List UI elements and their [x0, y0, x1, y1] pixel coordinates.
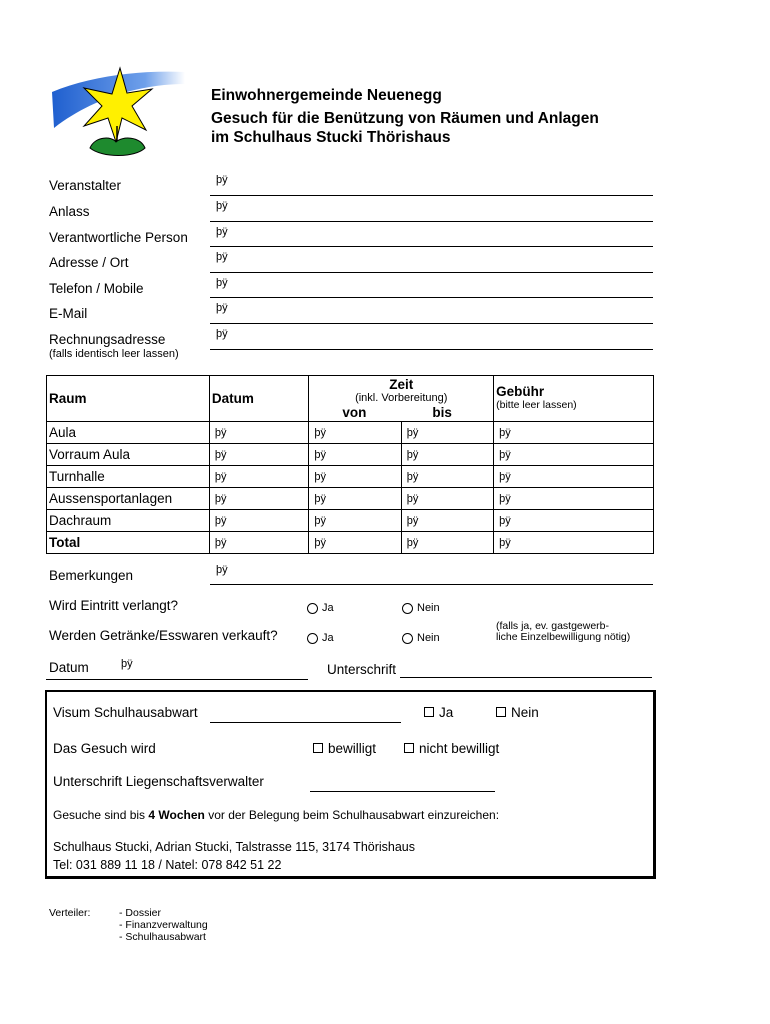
- visum-ja-option[interactable]: [424, 705, 453, 720]
- zeit-sublabel: (inkl. Vorbereitung): [355, 391, 448, 404]
- field-bemerkungen[interactable]: þÿ: [216, 564, 228, 576]
- unterschrift-line[interactable]: [400, 676, 652, 678]
- deadline-pre: Gesuche sind bis: [53, 808, 149, 822]
- bis-cell[interactable]: þÿ: [401, 532, 493, 554]
- eintritt-question: Wird Eintritt verlangt?: [49, 598, 179, 613]
- visum-line[interactable]: [210, 721, 401, 723]
- bewilligt-label: bewilligt: [328, 741, 377, 756]
- form-title: Gesuch für die Benützung von Räumen und Anlagen: [211, 110, 599, 127]
- table-row: [47, 466, 654, 488]
- von-label: von: [342, 404, 367, 420]
- gebuehr-label: Gebühr: [496, 384, 545, 399]
- visum-nein-option[interactable]: [496, 705, 539, 720]
- table-header-row: [47, 376, 654, 422]
- bis-cell[interactable]: þÿ: [401, 422, 493, 444]
- contact-address: Schulhaus Stucki, Adrian Stucki, Talstrasse 115, 3174 Thörishaus: [53, 840, 416, 854]
- unterschrift-lv-label: Unterschrift Liegenschaftsverwalter: [53, 774, 264, 789]
- nicht-bewilligt-label: nicht bewilligt: [419, 741, 500, 756]
- getraenke-note-1: (falls ja, ev. gastgewerb-: [496, 620, 610, 632]
- label-email: E-Mail: [49, 306, 88, 321]
- label-datum: Datum: [49, 660, 89, 675]
- field-datum[interactable]: þÿ: [121, 658, 133, 670]
- von-cell[interactable]: þÿ: [309, 488, 401, 510]
- field-line: [210, 296, 653, 298]
- field-anlass[interactable]: þÿ: [216, 200, 228, 212]
- field-adresse-ort[interactable]: þÿ: [216, 251, 228, 263]
- bis-cell[interactable]: þÿ: [401, 466, 493, 488]
- label-rechnungsadresse: Rechnungsadresse: [49, 332, 166, 347]
- verteiler-label: Verteiler:: [49, 907, 91, 919]
- radio-icon[interactable]: [402, 633, 413, 644]
- col-raum: Raum: [47, 376, 210, 422]
- gebuehr-cell[interactable]: þÿ: [494, 422, 654, 444]
- getraenke-nein-label: Nein: [417, 632, 440, 644]
- raum-cell: Turnhalle: [47, 466, 210, 488]
- von-cell[interactable]: þÿ: [309, 466, 401, 488]
- von-cell[interactable]: þÿ: [309, 510, 401, 532]
- getraenke-ja-label: Ja: [322, 632, 334, 644]
- list-item: - Dossier: [119, 907, 162, 919]
- zeit-label: Zeit: [389, 376, 414, 392]
- gebuehr-cell[interactable]: þÿ: [494, 488, 654, 510]
- getraenke-ja-option[interactable]: [307, 632, 334, 644]
- von-cell[interactable]: þÿ: [309, 444, 401, 466]
- form-subtitle: im Schulhaus Stucki Thörishaus: [211, 129, 451, 146]
- label-bemerkungen: Bemerkungen: [49, 568, 134, 583]
- datum-cell[interactable]: þÿ: [209, 532, 308, 554]
- von-cell[interactable]: þÿ: [309, 422, 401, 444]
- datum-cell[interactable]: þÿ: [209, 444, 308, 466]
- raum-cell: Dachraum: [47, 510, 210, 532]
- radio-icon[interactable]: [307, 603, 318, 614]
- datum-cell[interactable]: þÿ: [209, 422, 308, 444]
- bis-cell[interactable]: þÿ: [401, 444, 493, 466]
- field-email[interactable]: þÿ: [216, 302, 228, 314]
- deadline-post: vor der Belegung beim Schulhausabwart einzureichen:: [204, 808, 500, 822]
- eintritt-nein-label: Nein: [417, 602, 440, 614]
- label-telefon: Telefon / Mobile: [49, 281, 144, 296]
- getraenke-note-2: liche Einzelbewilligung nötig): [496, 631, 631, 643]
- table-row: [47, 444, 654, 466]
- bis-label: bis: [432, 404, 452, 420]
- label-anlass: Anlass: [49, 204, 90, 219]
- datum-cell[interactable]: þÿ: [209, 488, 308, 510]
- datum-cell[interactable]: þÿ: [209, 466, 308, 488]
- total-label: Total: [47, 532, 210, 554]
- field-line: [210, 271, 653, 273]
- gebuehr-cell[interactable]: þÿ: [494, 532, 654, 554]
- raum-cell: Aula: [47, 422, 210, 444]
- gesuch-label: Das Gesuch wird: [53, 741, 156, 756]
- contact-phone: Tel: 031 889 11 18 / Natel: 078 842 51 22: [53, 858, 282, 872]
- checkbox-icon[interactable]: [424, 707, 434, 717]
- eintritt-ja-option[interactable]: [307, 602, 334, 614]
- checkbox-icon[interactable]: [496, 707, 506, 717]
- rechnungsadresse-hint: (falls identisch leer lassen): [49, 348, 179, 360]
- gebuehr-sublabel: (bitte leer lassen): [496, 399, 577, 411]
- checkbox-icon[interactable]: [313, 743, 323, 753]
- datum-line: [46, 678, 308, 680]
- label-adresse-ort: Adresse / Ort: [49, 255, 129, 270]
- field-line: [210, 348, 653, 350]
- col-zeit: [309, 376, 494, 422]
- table-row: [47, 510, 654, 532]
- deadline-weeks: 4 Wochen: [148, 808, 205, 822]
- radio-icon[interactable]: [307, 633, 318, 644]
- table-row: [47, 422, 654, 444]
- getraenke-question: Werden Getränke/Esswaren verkauft?: [49, 628, 278, 643]
- field-line: [210, 220, 653, 222]
- col-gebuehr: [494, 376, 654, 422]
- municipality-logo: [50, 66, 190, 166]
- visum-nein-label: Nein: [511, 705, 539, 720]
- field-line: [210, 245, 653, 247]
- label-unterschrift: Unterschrift: [327, 662, 397, 677]
- table-total-row: [47, 532, 654, 554]
- raum-cell: Vorraum Aula: [47, 444, 210, 466]
- deadline-text: [53, 808, 499, 822]
- field-line: [210, 194, 653, 196]
- raum-cell: Aussensportanlagen: [47, 488, 210, 510]
- field-telefon[interactable]: þÿ: [216, 277, 228, 289]
- bis-cell[interactable]: þÿ: [401, 488, 493, 510]
- label-veranstalter: Veranstalter: [49, 178, 122, 193]
- datum-cell[interactable]: þÿ: [209, 510, 308, 532]
- eintritt-nein-option[interactable]: [402, 602, 440, 614]
- municipality-name: Einwohnergemeinde Neuenegg: [211, 87, 442, 104]
- unterschrift-lv-line[interactable]: [310, 790, 495, 792]
- visum-ja-label: Ja: [439, 705, 454, 720]
- label-verantwortliche-person: Verantwortliche Person: [49, 230, 188, 245]
- col-datum: Datum: [209, 376, 308, 422]
- table-row: [47, 488, 654, 510]
- bis-cell[interactable]: þÿ: [401, 510, 493, 532]
- list-item: - Finanzverwaltung: [119, 919, 208, 931]
- field-verantwortliche-person[interactable]: þÿ: [216, 226, 228, 238]
- room-table: [46, 375, 654, 554]
- field-rechnungsadresse[interactable]: þÿ: [216, 328, 228, 340]
- field-line: [210, 583, 653, 585]
- gebuehr-cell[interactable]: þÿ: [494, 444, 654, 466]
- gebuehr-cell[interactable]: þÿ: [494, 466, 654, 488]
- eintritt-ja-label: Ja: [322, 602, 334, 614]
- nicht-bewilligt-option[interactable]: [404, 741, 499, 756]
- bewilligt-option[interactable]: [313, 741, 376, 756]
- field-line: [210, 322, 653, 324]
- list-item: - Schulhausabwart: [119, 931, 206, 943]
- checkbox-icon[interactable]: [404, 743, 414, 753]
- visum-label: Visum Schulhausabwart: [53, 705, 198, 720]
- radio-icon[interactable]: [402, 603, 413, 614]
- gebuehr-cell[interactable]: þÿ: [494, 510, 654, 532]
- von-cell[interactable]: þÿ: [309, 532, 401, 554]
- field-veranstalter[interactable]: þÿ: [216, 174, 228, 186]
- getraenke-nein-option[interactable]: [402, 632, 440, 644]
- verteiler-list: [119, 907, 208, 943]
